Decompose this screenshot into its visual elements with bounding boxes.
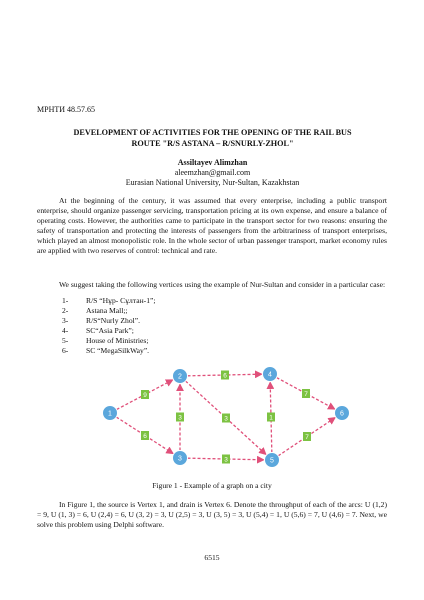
graph-node-label-2: 2 <box>178 373 182 381</box>
paragraph-intro: At the beginning of the century, it was assumed that every enterprise, including a public transport enterprise, should organize passenger servicing, transportation pricing at its own expense, and ensure a balance of operating costs. However, the authorities came to participate in the transport sector for two reasons: ensuring the safety of transportation and protecting the interests of passengers from the arbitrariness of transport enterprises, which played an almost monopolistic role. In the whole sector of urban passenger transport, market economy rules are applied with two reserves of control: technical and rate. <box>37 196 387 255</box>
edge-capacity-label-5-4: 1 <box>269 414 273 422</box>
list-item: 6- SC “MegaSilkWay”. <box>62 346 150 355</box>
list-item: 1- R/S “Нұр- Сұлтан-1”; <box>62 296 156 305</box>
list-item: 3- R/S“Nurly Zhol”. <box>62 316 140 325</box>
edge-capacity-label-1-2: 9 <box>143 392 147 399</box>
graph-node-label-4: 4 <box>268 371 272 379</box>
list-item: 4- SC“Asia Park”; <box>62 326 134 335</box>
graph-node-label-6: 6 <box>340 410 344 418</box>
edge-capacity-label-2-4: 6 <box>223 372 227 380</box>
author-email: aleemzhan@gmail.com <box>174 168 251 177</box>
graph-node-label-3: 3 <box>178 455 182 463</box>
edge-capacity-label-3-5: 3 <box>224 456 228 464</box>
author-block <box>60 158 365 188</box>
edge-capacity-label-1-3: 6 <box>143 433 147 440</box>
paragraph-throughput: In Figure 1, the source is Vertex 1, and drain is Vertex 6. Denote the throughput of each of the arcs: U (1,2) = 9, U (1, 3) = 6, U (2,4) = 6, U (3, 2) = 3, U (2,5) = 3, U (3, 5) = 3, U (5,4) = 1, U (5,6) = 7, U (4,6) = 7. Next, we solve this problem using Delphi software. <box>37 500 387 529</box>
paragraph-vertices: We suggest taking the following vertices using the example of Nur-Sultan and consider in a particular case: <box>59 280 386 289</box>
figure-caption: Figure 1 - Example of a graph on a city <box>152 481 272 490</box>
graph-node-label-5: 5 <box>270 457 274 465</box>
page-number: 6515 <box>204 553 220 562</box>
author-name: Assiltayev Alimzhan <box>177 158 248 167</box>
author-affiliation: Eurasian National University, Nur-Sultan, Kazakhstan <box>125 178 300 187</box>
paper-title: DEVELOPMENT OF ACTIVITIES FOR THE OPENING OF THE RAIL BUS ROUTE "R/S ASTANA – R/SNURLY-ZHOL" <box>73 128 352 148</box>
edge-capacity-label-3-2: 3 <box>178 414 182 422</box>
graph-node-label-1: 1 <box>108 410 112 418</box>
classification-code: МРНТИ 48.57.65 <box>37 105 96 114</box>
edge-capacity-label-4-6: 7 <box>304 391 308 398</box>
vertex-list <box>62 296 155 356</box>
edge-capacity-label-5-6: 7 <box>305 434 309 441</box>
list-item: 5- House of Ministries; <box>62 336 149 345</box>
flow-network-graph <box>90 358 370 478</box>
list-item: 2- Astana Mall;; <box>62 306 128 315</box>
edge-capacity-label-2-5: 3 <box>224 415 228 423</box>
